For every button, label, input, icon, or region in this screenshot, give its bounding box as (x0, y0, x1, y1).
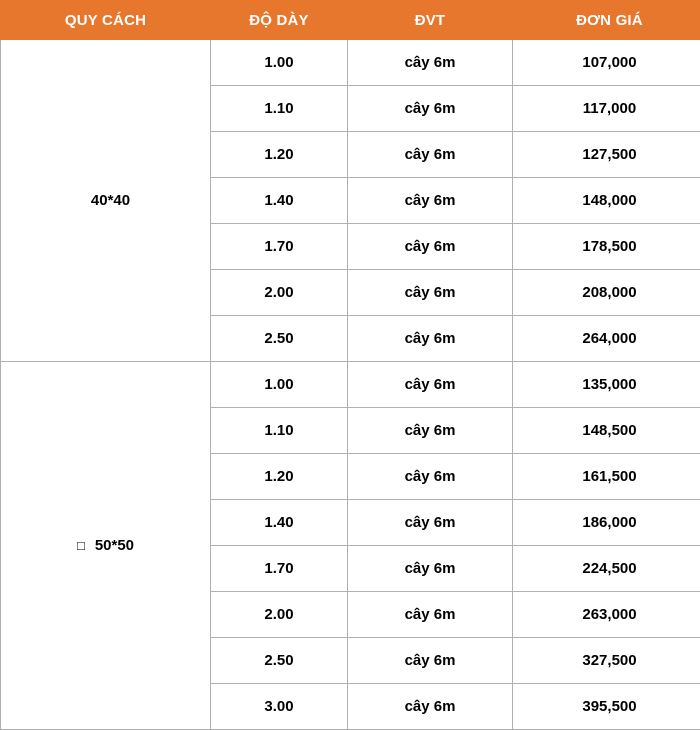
table-header (1, 1, 700, 40)
cell-unit: cây 6m (348, 408, 513, 454)
cell-thickness: 1.40 (211, 178, 348, 224)
cell-thickness: 1.70 (211, 224, 348, 270)
cell-price: 107,000 (513, 40, 700, 86)
cell-thickness: 1.10 (211, 86, 348, 132)
cell-thickness: 1.00 (211, 40, 348, 86)
cell-thickness: 2.00 (211, 592, 348, 638)
cell-thickness: 1.00 (211, 362, 348, 408)
spec-label: 40*40 (91, 192, 130, 209)
cell-thickness: 2.50 (211, 638, 348, 684)
cell-thickness: 1.40 (211, 500, 348, 546)
cell-price: 178,500 (513, 224, 700, 270)
cell-price: 117,000 (513, 86, 700, 132)
cell-price: 263,000 (513, 592, 700, 638)
cell-price: 148,500 (513, 408, 700, 454)
cell-unit: cây 6m (348, 592, 513, 638)
cell-price: 395,500 (513, 684, 700, 730)
cell-thickness: 1.70 (211, 546, 348, 592)
cell-unit: cây 6m (348, 270, 513, 316)
column-header-thickness: ĐỘ DÀY (211, 1, 348, 40)
cell-unit: cây 6m (348, 546, 513, 592)
cell-unit: cây 6m (348, 638, 513, 684)
cell-unit: cây 6m (348, 132, 513, 178)
column-header-unit: ĐVT (348, 1, 513, 40)
spec-cell-group-0 (1, 40, 211, 362)
square-profile-icon: □ (77, 538, 85, 553)
table-body (1, 40, 700, 730)
cell-price: 127,500 (513, 132, 700, 178)
cell-price: 224,500 (513, 546, 700, 592)
cell-thickness: 1.20 (211, 132, 348, 178)
column-header-price: ĐƠN GIÁ (513, 1, 700, 40)
cell-unit: cây 6m (348, 684, 513, 730)
cell-price: 148,000 (513, 178, 700, 224)
cell-thickness: 2.00 (211, 270, 348, 316)
cell-unit: cây 6m (348, 454, 513, 500)
cell-thickness: 2.50 (211, 316, 348, 362)
cell-unit: cây 6m (348, 86, 513, 132)
cell-unit: cây 6m (348, 178, 513, 224)
cell-unit: cây 6m (348, 224, 513, 270)
cell-unit: cây 6m (348, 362, 513, 408)
spec-label-wrapper (77, 537, 134, 554)
cell-price: 208,000 (513, 270, 700, 316)
cell-unit: cây 6m (348, 500, 513, 546)
cell-price: 327,500 (513, 638, 700, 684)
cell-thickness: 1.10 (211, 408, 348, 454)
cell-unit: cây 6m (348, 316, 513, 362)
column-header-spec: QUY CÁCH (1, 1, 211, 40)
table-row (1, 40, 700, 86)
cell-price: 161,500 (513, 454, 700, 500)
spec-cell-group-1 (1, 362, 211, 730)
table-header-row (1, 1, 700, 40)
cell-price: 264,000 (513, 316, 700, 362)
table-row (1, 362, 700, 408)
spec-label-wrapper (81, 192, 130, 209)
cell-price: 135,000 (513, 362, 700, 408)
spec-label: 50*50 (95, 537, 134, 554)
cell-thickness: 3.00 (211, 684, 348, 730)
cell-price: 186,000 (513, 500, 700, 546)
cell-thickness: 1.20 (211, 454, 348, 500)
cell-unit: cây 6m (348, 40, 513, 86)
